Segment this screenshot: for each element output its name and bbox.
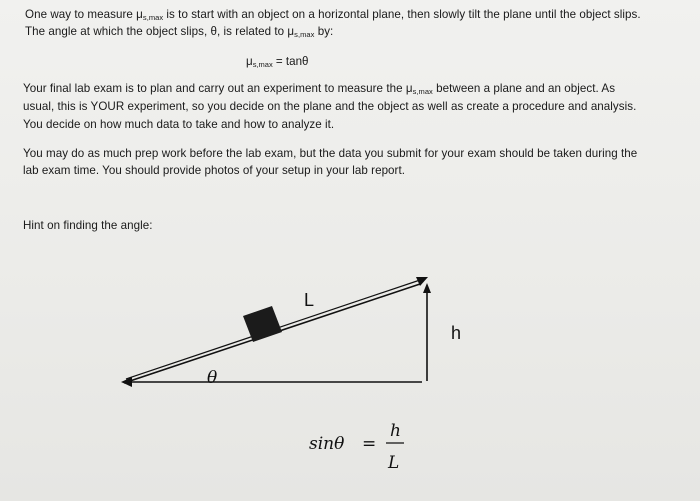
formula-equals: =	[362, 434, 377, 454]
mu-subscript: s,max	[294, 30, 315, 39]
formula-numerator-h: h	[390, 421, 401, 441]
mu-symbol: μ	[246, 55, 253, 68]
paragraph-2-line-2: usual, this is YOUR experiment, so you decide on the plane and the object as well as create a procedure and analysis.	[23, 100, 637, 113]
mu-symbol: μ	[136, 8, 143, 21]
mu-subscript: s,max	[142, 13, 164, 22]
mu-symbol: μ	[405, 82, 413, 95]
label-L: L	[304, 290, 315, 310]
label-theta: θ	[207, 368, 218, 388]
formula-sin-theta: sinθ	[309, 434, 345, 454]
text-segment: The angle at which the object slips, θ, is related to	[25, 25, 288, 38]
formula-denominator-L: L	[388, 453, 400, 473]
paragraph-3-line-1: You may do as much prep work before the lab exam, but the data you submit for your exam should be taken during the	[23, 147, 638, 160]
equation-rhs: = tanθ	[272, 55, 309, 68]
text-segment: is to start with an object on a horizontal plane, then slowly tilt the plane until the object slips.	[163, 8, 641, 21]
height-arrowhead	[423, 283, 431, 293]
label-h: h	[451, 323, 462, 343]
paragraph-2-line-3: You decide on how much data to take and how to analyze it.	[23, 118, 335, 131]
sliding-block	[243, 306, 282, 342]
mu-subscript: s,max	[252, 60, 273, 69]
text-segment: between a plane and an object. As	[432, 82, 616, 95]
paragraph-3-line-2: lab exam time. You should provide photos of your setup in your lab report.	[23, 164, 406, 177]
mu-subscript: s,max	[412, 87, 433, 96]
text-segment: by:	[314, 25, 334, 38]
hint-heading: Hint on finding the angle:	[23, 219, 153, 232]
mu-symbol: μ	[287, 25, 295, 38]
text-segment: One way to measure	[25, 8, 137, 21]
text-segment: Your final lab exam is to plan and carry out an experiment to measure the	[23, 82, 406, 95]
